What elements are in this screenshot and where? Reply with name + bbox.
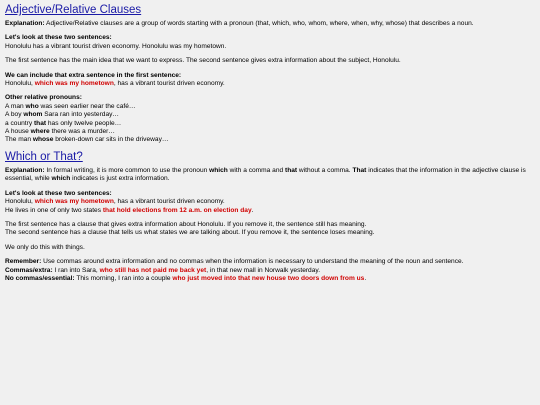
section-title-adjective-clauses: Adjective/Relative Clauses <box>5 4 142 16</box>
look-heading: Let's look at these two sentences: <box>5 34 112 42</box>
look-heading-2: Let's look at these two sentences: <box>5 189 112 197</box>
example-line: A boy whom Sara ran into yesterday… <box>5 111 120 119</box>
example-line: A man who was seen earlier near the café… <box>5 102 136 110</box>
other-pronouns-block <box>5 94 535 144</box>
sentence-pair: Honolulu has a vibrant tourist driven economy. Honolulu was my hometown. <box>5 42 227 50</box>
explanation-label-2: Explanation: <box>5 166 45 174</box>
clause-line-2: The second sentence has a clause that tells us what states we are talking about. If you remove it, the sentence loses meaning. <box>5 229 375 237</box>
example-line: a country that has only twelve people… <box>5 119 122 127</box>
main-idea-paragraph: The first sentence has the main idea that we want to express. The second sentence gives extra information about the subject, Honolulu. <box>5 57 401 65</box>
look-block <box>5 34 535 51</box>
no-commas-essential-line: No commas/essential: This morning, I ran into a couple who just moved into that new house two doors down from us. <box>5 274 367 282</box>
commas-extra-line: Commas/extra: I ran into Sara, who still has not paid me back yet, in that new mall in Norwalk yesterday. <box>5 266 321 274</box>
clause-explanation <box>5 221 535 238</box>
include-block <box>5 72 535 89</box>
explanation-label: Explanation: <box>5 20 45 27</box>
explanation-paragraph-2: Explanation: In formal writing, it is more common to use the pronoun which with a comma and that without a comma. That indicates that the information in the adjective clause is essential, while which indicates is just extra information. <box>5 166 526 183</box>
section-title-which-or-that: Which or That? <box>5 150 83 163</box>
remember-label: Remember: <box>5 258 42 266</box>
combined-clause: which was my hometown <box>34 80 114 88</box>
other-pronouns-heading: Other relative pronouns: <box>5 94 82 102</box>
example-line: The man whose broken-down car sits in the driveway… <box>5 136 169 144</box>
explanation-text: Adjective/Relative clauses are a group of words starting with a pronoun (that, which, who, whom, where, when, why, whose) that describes a noun. <box>44 20 474 27</box>
only-things-note: We only do this with things. <box>5 243 85 251</box>
sentence-2: He lives in one of only two states that hold elections from 12 a.m. on election day. <box>5 206 254 214</box>
sentence-1: Honolulu, which was my hometown, has a vibrant tourist driven economy. <box>5 198 225 206</box>
remember-block <box>5 258 535 283</box>
combined-pre: Honolulu, <box>5 80 35 88</box>
clause-line-1: The first sentence has a clause that gives extra information about Honolulu. If you remove it, the sentence still has meaning. <box>5 220 367 228</box>
include-heading: We can include that extra sentence in the first sentence: <box>5 71 182 79</box>
combined-post: , has a vibrant tourist driven economy. <box>113 80 225 88</box>
explanation-paragraph <box>5 20 535 28</box>
remember-text: Use commas around extra information and no commas when the information is necessary to understand the meaning of the noun and sentence. <box>41 258 464 266</box>
look-block-2 <box>5 190 535 215</box>
example-line: A house where there was a murder… <box>5 128 115 136</box>
